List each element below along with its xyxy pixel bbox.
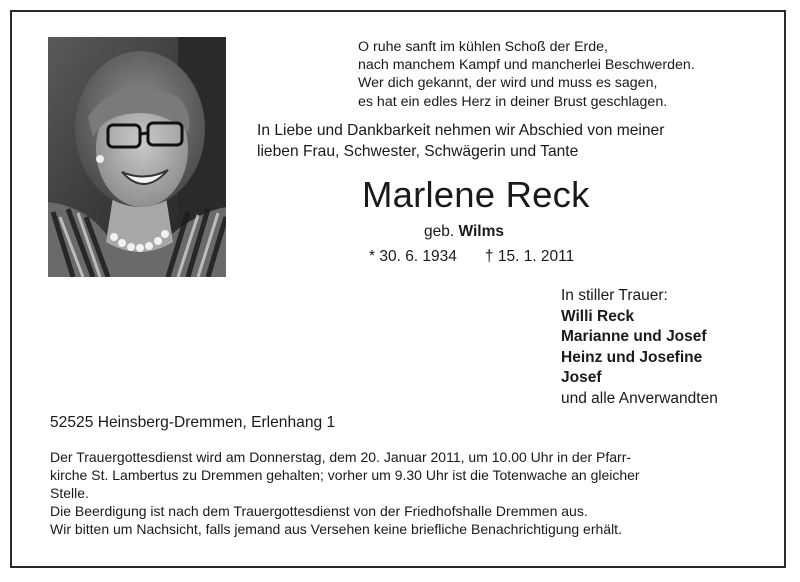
notice-line: Stelle. <box>50 485 89 501</box>
deceased-name: Marlene Reck <box>362 174 590 215</box>
notice-line: Die Beerdigung ist nach dem Trauergottesdienst von der Friedhofshalle Dremmen aus. <box>50 503 588 519</box>
poem-line: es hat ein edles Herz in deiner Brust geschlagen. <box>358 93 668 110</box>
notice-line: Der Trauergottesdienst wird am Donnerstag, dem 20. Januar 2011, um 10.00 Uhr in der Pfarr- <box>50 449 632 465</box>
notice-line: kirche St. Lambertus zu Dremmen gehalten; vorher um 9.30 Uhr ist die Totenwache an gleicher <box>50 467 640 483</box>
mourner-name: Marianne und Josef <box>561 328 707 345</box>
service-notice <box>50 448 750 538</box>
intro-line: lieben Frau, Schwester, Schwägerin und Tante <box>257 143 579 160</box>
farewell-intro <box>257 120 767 162</box>
life-dates <box>369 247 574 267</box>
birth-date: * 30. 6. 1934 <box>369 248 457 265</box>
poem-line: Wer dich gekannt, der wird und muss es sagen, <box>358 75 658 92</box>
family-address: 52525 Heinsberg-Dremmen, Erlenhang 1 <box>50 414 336 431</box>
birth-name <box>424 222 504 242</box>
poem-line: O ruhe sanft im kühlen Schoß der Erde, <box>358 39 608 55</box>
portrait-photo <box>48 37 226 277</box>
poem-verse <box>358 38 758 111</box>
mourners-closing: und alle Anverwandten <box>561 389 718 407</box>
poem-line: nach manchem Kampf und mancherlei Beschwerden. <box>358 57 695 74</box>
mourner-name: Heinz und Josefine <box>561 348 703 366</box>
maiden-name: Wilms <box>458 223 504 240</box>
mourner-name: Willi Reck <box>561 307 635 325</box>
notice-line: Wir bitten um Nachsicht, falls jemand aus Versehen keine briefliche Benachrichtigung erhält. <box>50 521 622 537</box>
geb-prefix: geb. <box>424 223 455 240</box>
death-date: † 15. 1. 2011 <box>484 248 575 265</box>
mourner-name: Josef <box>561 369 602 386</box>
mourners-heading: In stiller Trauer: <box>561 287 668 304</box>
intro-line: In Liebe und Dankbarkeit nehmen wir Abschied von meiner <box>257 122 665 139</box>
mourners-list <box>561 286 718 409</box>
